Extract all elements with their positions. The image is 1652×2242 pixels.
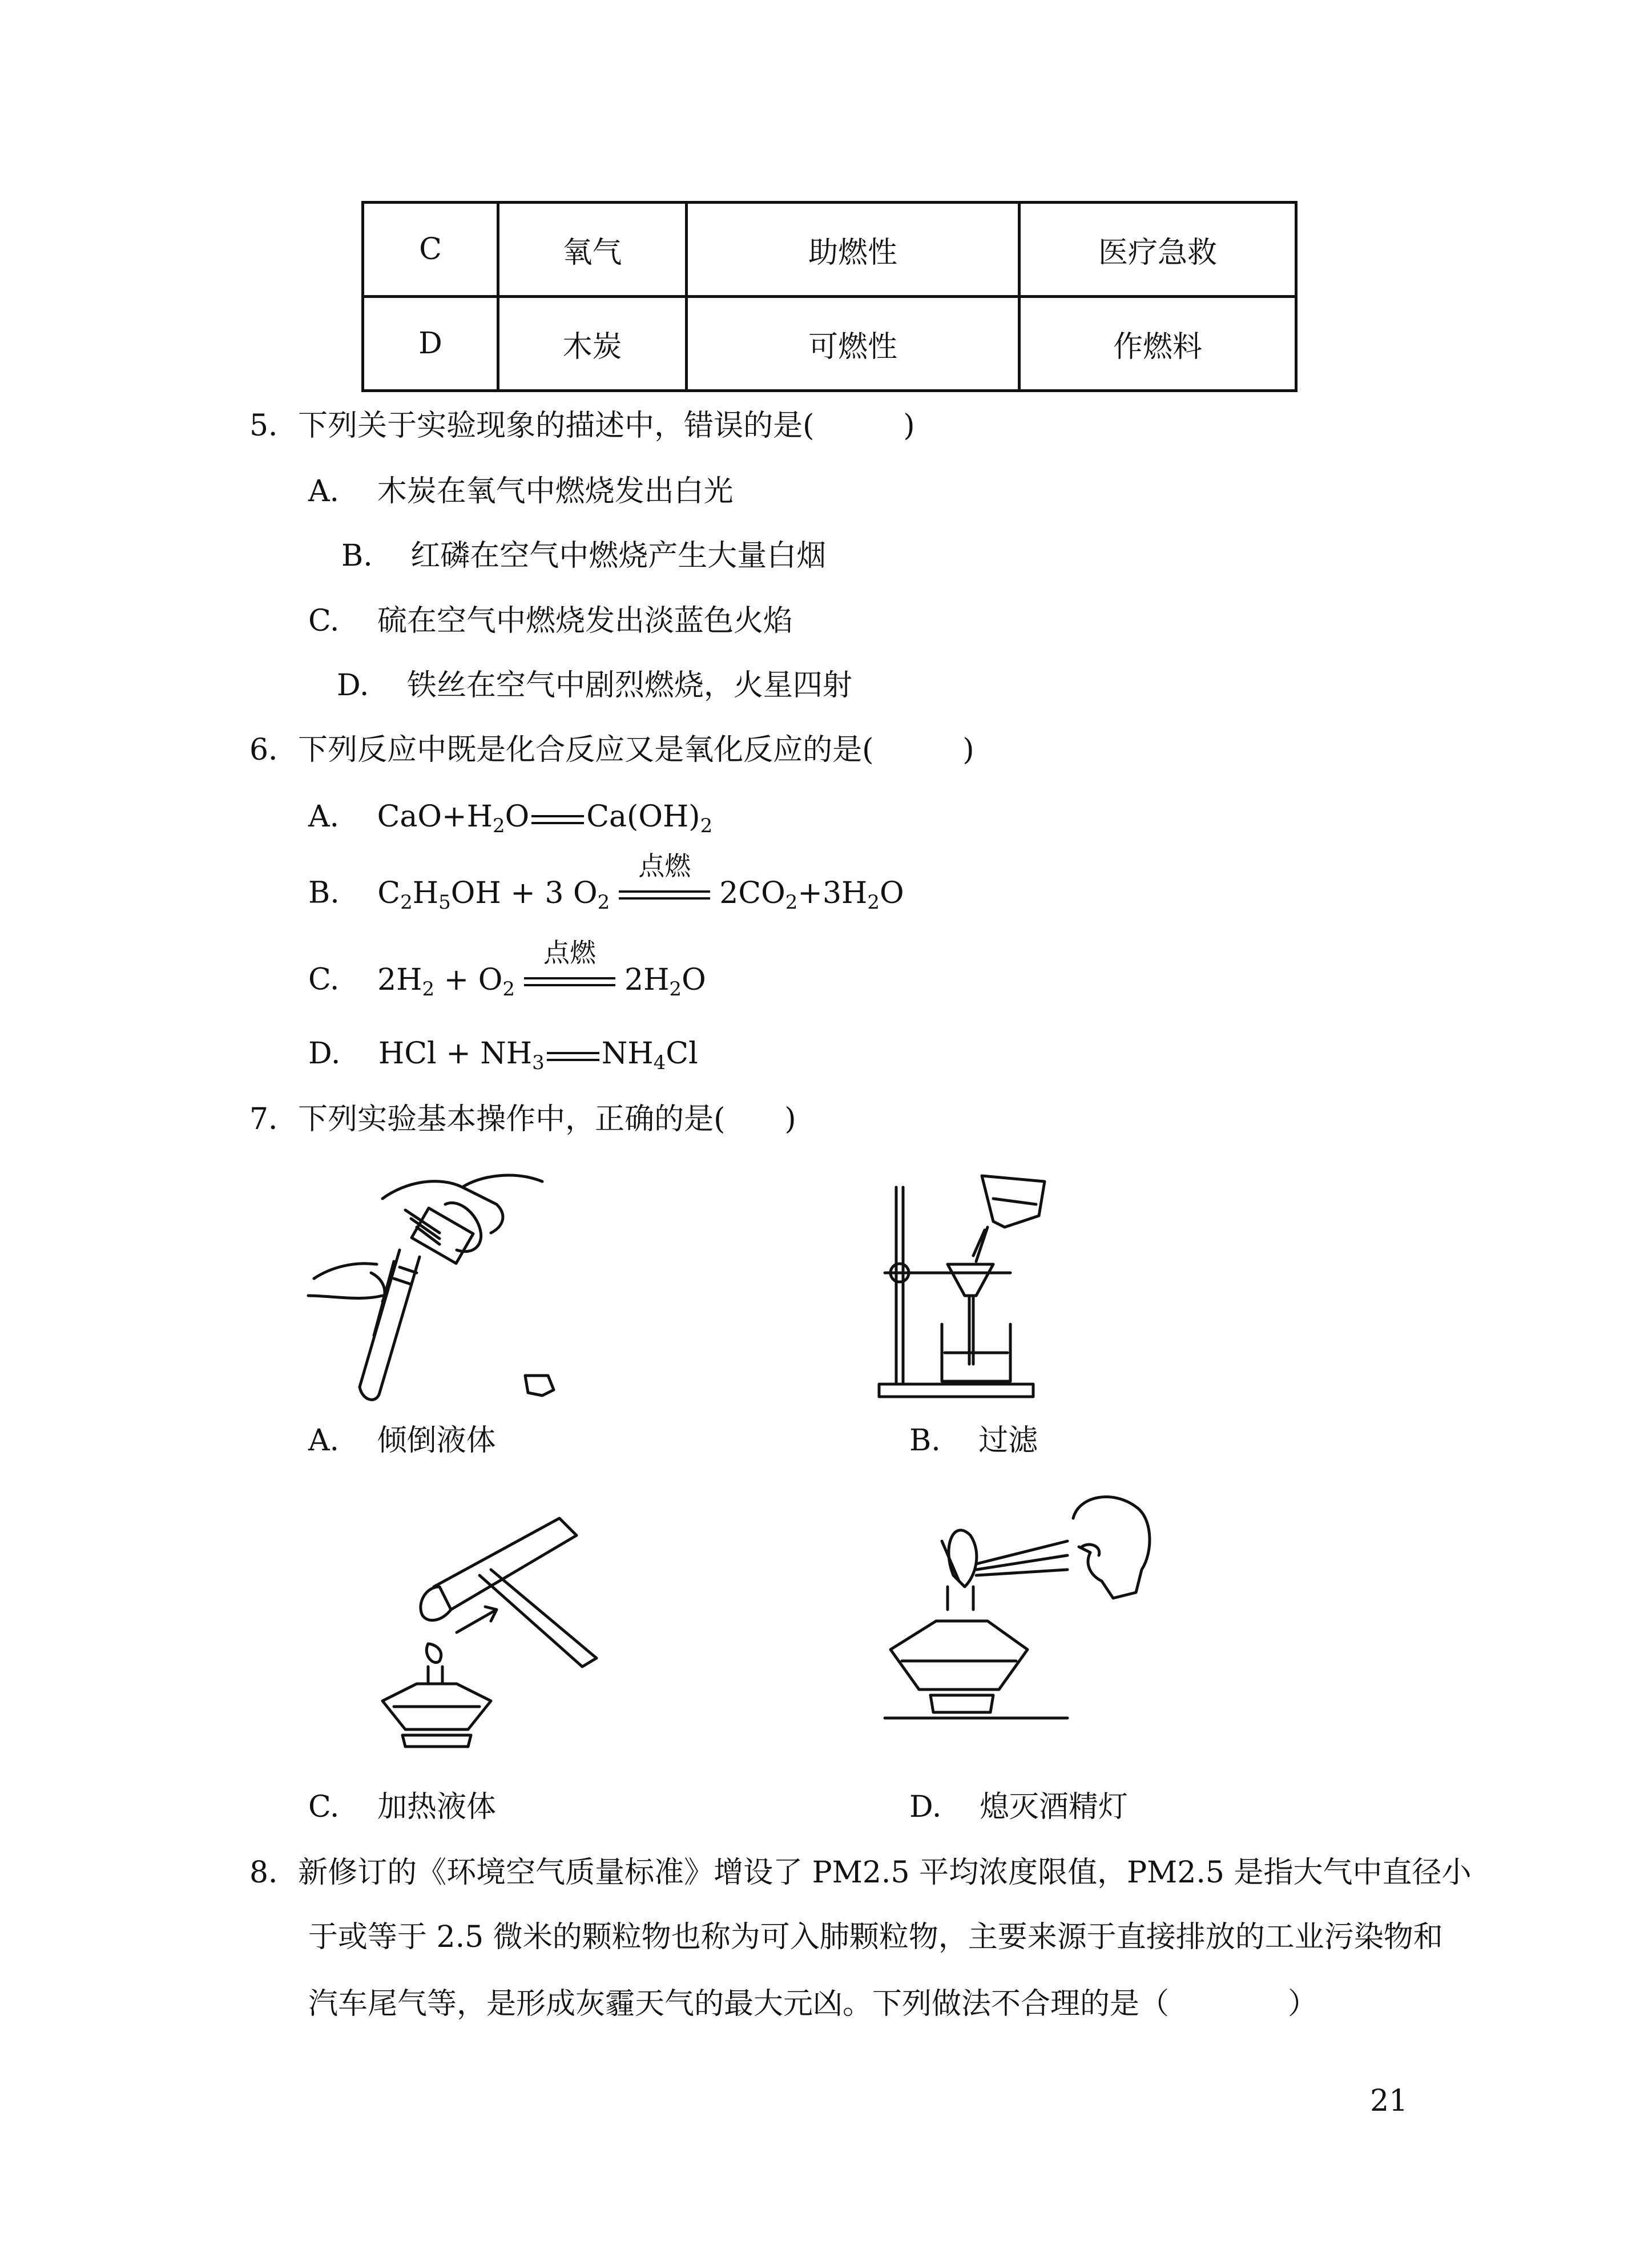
option-text: 熄灭酒精灯 xyxy=(979,1790,1128,1824)
question-8-line-3: 汽车尾气等，是形成灰霾天气的最大元凶。下列做法不合理的是（ ） xyxy=(308,1987,1318,2021)
option-label: A. xyxy=(308,1424,340,1458)
q5-option-c xyxy=(308,606,793,636)
equation-a: $CaO+H_2O$ $Ca(OH)_2$ xyxy=(377,800,713,837)
option-text: 红磷在空气中燃烧产生大量白烟 xyxy=(410,539,827,573)
use-cell: 医疗急救 xyxy=(1020,203,1296,297)
option-label: B. xyxy=(308,876,340,910)
heating-liquid-illustration xyxy=(371,1513,634,1764)
equation-c: $2H_2 + O_2$ 点燃 $2H_2O$ xyxy=(377,937,706,1001)
option-label: A. xyxy=(308,800,340,834)
q7-option-d xyxy=(909,1792,1128,1822)
property-cell: 可燃性 xyxy=(687,297,1020,391)
substance-cell: 氧气 xyxy=(498,203,687,297)
q6-option-c xyxy=(308,937,706,1001)
pouring-liquid-illustration xyxy=(308,1164,582,1404)
option-text: 铁丝在空气中剧烈燃烧，火星四射 xyxy=(406,668,852,703)
q5-option-a xyxy=(308,474,734,509)
q5-option-b xyxy=(341,541,826,571)
option-label: D. xyxy=(909,1790,942,1824)
q7-option-a xyxy=(308,1424,496,1458)
reaction-condition: 点燃 xyxy=(543,937,596,968)
substance-cell: 木炭 xyxy=(498,297,687,391)
option-text: 硫在空气中燃烧发出淡蓝色火焰 xyxy=(377,604,793,638)
question-7-stem: 7．下列实验基本操作中，正确的是( ) xyxy=(249,1102,796,1136)
option-text: 木炭在氧气中燃烧发出白光 xyxy=(377,474,734,509)
option-label: C. xyxy=(308,1790,340,1824)
property-cell: 助燃性 xyxy=(687,203,1020,297)
table-row xyxy=(363,297,1296,391)
extinguish-lamp-illustration xyxy=(873,1484,1170,1758)
table-row xyxy=(363,203,1296,297)
option-label: B. xyxy=(909,1424,941,1458)
properties-table xyxy=(361,201,1298,392)
question-8-line-1: 8．新修订的《环境空气质量标准》增设了 PM2.5 平均浓度限值，PM2.5 是指大气中直径小 xyxy=(249,1856,1472,1890)
equals-sign xyxy=(545,1047,602,1064)
option-label: D. xyxy=(337,668,369,703)
row-label: C xyxy=(363,203,498,297)
option-text: 倾倒液体 xyxy=(377,1424,496,1458)
option-text: 加热液体 xyxy=(377,1790,497,1824)
option-label: A. xyxy=(308,474,340,509)
option-label: C. xyxy=(308,962,340,997)
row-label: D xyxy=(363,297,498,391)
option-label: C. xyxy=(308,604,340,638)
q6-option-d xyxy=(308,1039,698,1072)
filtration-illustration xyxy=(873,1164,1079,1404)
reaction-arrow xyxy=(619,850,710,912)
equation-d: HCl + $NH_3$ $NH_4Cl$ xyxy=(378,1037,698,1074)
question-8-line-2: 于或等于 2.5 微米的颗粒物也称为可入肺颗粒物，主要来源于直接排放的工业污染物和 xyxy=(308,1920,1443,1954)
option-text: 过滤 xyxy=(978,1424,1038,1458)
option-label: D. xyxy=(308,1037,341,1071)
equation-b: $C_2H_5OH + 3$ $O_2$ 点燃 $2CO_2+3H_2O$ xyxy=(377,850,904,914)
question-5-stem: 5．下列关于实验现象的描述中，错误的是( ) xyxy=(249,409,915,443)
equals-sign xyxy=(529,810,586,828)
option-label: B. xyxy=(341,539,373,573)
question-6-stem: 6．下列反应中既是化合反应又是氧化反应的是( ) xyxy=(249,733,974,767)
use-cell: 作燃料 xyxy=(1020,297,1296,391)
q6-option-a xyxy=(308,802,712,836)
page-number: 21 xyxy=(1370,2084,1408,2118)
reaction-arrow xyxy=(524,937,615,999)
q7-option-b xyxy=(909,1424,1038,1458)
q5-option-d xyxy=(337,668,852,703)
reaction-condition: 点燃 xyxy=(638,850,691,881)
q6-option-b xyxy=(308,850,904,914)
q7-option-c xyxy=(308,1792,496,1822)
